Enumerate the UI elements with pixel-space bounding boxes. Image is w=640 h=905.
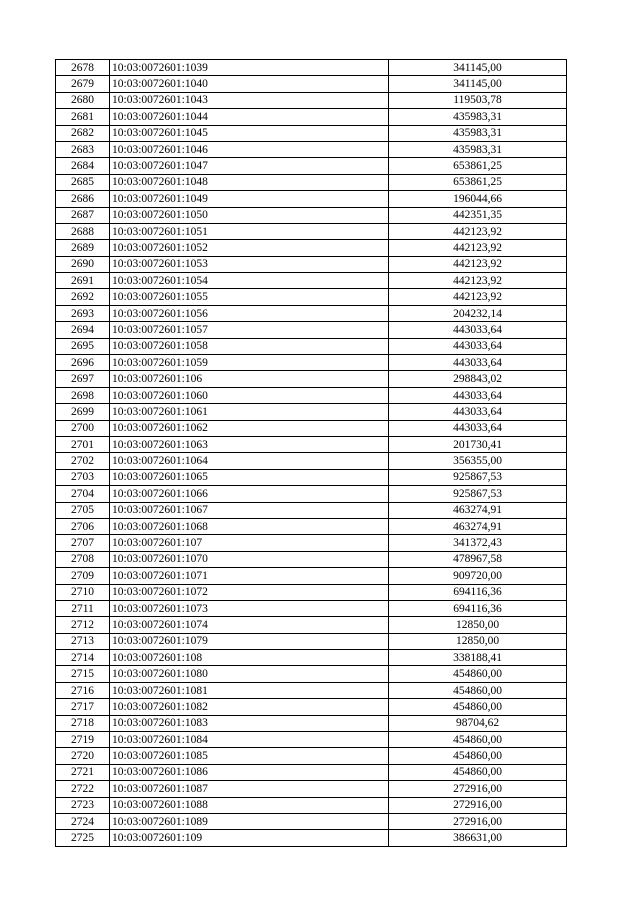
cadastral-number-cell: 10:03:0072601:1062	[110, 420, 389, 436]
cadastral-number-cell: 10:03:0072601:1067	[110, 502, 389, 518]
row-number-cell: 2710	[56, 584, 110, 600]
table-row	[56, 797, 567, 813]
row-number-cell: 2709	[56, 568, 110, 584]
row-number-cell: 2678	[56, 60, 110, 76]
cadastral-value-cell: 694116,36	[389, 584, 567, 600]
cadastral-value-cell: 925867,53	[389, 469, 567, 485]
table-row	[56, 518, 567, 534]
row-number-cell: 2711	[56, 600, 110, 616]
cadastral-value-cell: 443033,64	[389, 387, 567, 403]
table-row	[56, 387, 567, 403]
cadastral-number-cell: 10:03:0072601:1064	[110, 453, 389, 469]
cadastral-value-cell: 454860,00	[389, 748, 567, 764]
table-row	[56, 109, 567, 125]
cadastral-value-cell: 653861,25	[389, 158, 567, 174]
cadastral-number-cell: 10:03:0072601:1089	[110, 813, 389, 829]
cadastral-number-cell: 10:03:0072601:1047	[110, 158, 389, 174]
table-row	[56, 371, 567, 387]
cadastral-value-cell: 454860,00	[389, 764, 567, 780]
table-row	[56, 322, 567, 338]
row-number-cell: 2705	[56, 502, 110, 518]
row-number-cell: 2684	[56, 158, 110, 174]
cadastral-value-cell: 435983,31	[389, 125, 567, 141]
row-number-cell: 2696	[56, 355, 110, 371]
cadastral-number-cell: 10:03:0072601:1060	[110, 387, 389, 403]
cadastral-number-cell: 10:03:0072601:1070	[110, 551, 389, 567]
cadastral-number-cell: 10:03:0072601:107	[110, 535, 389, 551]
cadastral-value-cell: 454860,00	[389, 682, 567, 698]
cadastral-value-cell: 443033,64	[389, 322, 567, 338]
cadastral-value-cell: 454860,00	[389, 732, 567, 748]
cadastral-value-cell: 442123,92	[389, 256, 567, 272]
cadastral-value-cell: 435983,31	[389, 109, 567, 125]
row-number-cell: 2697	[56, 371, 110, 387]
row-number-cell: 2701	[56, 436, 110, 452]
row-number-cell: 2721	[56, 764, 110, 780]
cadastral-value-cell: 443033,64	[389, 404, 567, 420]
table-row	[56, 469, 567, 485]
cadastral-number-cell: 10:03:0072601:1080	[110, 666, 389, 682]
cadastral-value-cell: 463274,91	[389, 518, 567, 534]
row-number-cell: 2687	[56, 207, 110, 223]
cadastral-value-table	[55, 59, 567, 847]
cadastral-number-cell: 10:03:0072601:1040	[110, 76, 389, 92]
row-number-cell: 2712	[56, 617, 110, 633]
row-number-cell: 2703	[56, 469, 110, 485]
table-row	[56, 732, 567, 748]
table-row	[56, 486, 567, 502]
row-number-cell: 2706	[56, 518, 110, 534]
cadastral-number-cell: 10:03:0072601:108	[110, 650, 389, 666]
row-number-cell: 2725	[56, 830, 110, 846]
cadastral-value-cell: 653861,25	[389, 174, 567, 190]
cadastral-number-cell: 10:03:0072601:1068	[110, 518, 389, 534]
row-number-cell: 2686	[56, 191, 110, 207]
cadastral-number-cell: 10:03:0072601:109	[110, 830, 389, 846]
cadastral-number-cell: 10:03:0072601:1088	[110, 797, 389, 813]
row-number-cell: 2718	[56, 715, 110, 731]
table-row	[56, 60, 567, 76]
table-row	[56, 830, 567, 846]
row-number-cell: 2724	[56, 813, 110, 829]
cadastral-value-cell: 386631,00	[389, 830, 567, 846]
table-row	[56, 584, 567, 600]
table-row	[56, 240, 567, 256]
row-number-cell: 2690	[56, 256, 110, 272]
cadastral-number-cell: 10:03:0072601:1059	[110, 355, 389, 371]
table-row	[56, 568, 567, 584]
table-row	[56, 125, 567, 141]
table-row	[56, 813, 567, 829]
table-row	[56, 338, 567, 354]
cadastral-number-cell: 10:03:0072601:1073	[110, 600, 389, 616]
row-number-cell: 2681	[56, 109, 110, 125]
cadastral-value-cell: 272916,00	[389, 813, 567, 829]
cadastral-value-cell: 442123,92	[389, 289, 567, 305]
row-number-cell: 2689	[56, 240, 110, 256]
cadastral-value-cell: 442123,92	[389, 223, 567, 239]
table-row	[56, 617, 567, 633]
row-number-cell: 2685	[56, 174, 110, 190]
table-row	[56, 273, 567, 289]
row-number-cell: 2679	[56, 76, 110, 92]
cadastral-value-cell: 341145,00	[389, 76, 567, 92]
row-number-cell: 2713	[56, 633, 110, 649]
row-number-cell: 2719	[56, 732, 110, 748]
cadastral-value-cell: 338188,41	[389, 650, 567, 666]
row-number-cell: 2683	[56, 141, 110, 157]
cadastral-number-cell: 10:03:0072601:1066	[110, 486, 389, 502]
table-row	[56, 223, 567, 239]
cadastral-number-cell: 10:03:0072601:1039	[110, 60, 389, 76]
cadastral-number-cell: 10:03:0072601:1082	[110, 699, 389, 715]
table-row	[56, 256, 567, 272]
cadastral-number-cell: 10:03:0072601:1084	[110, 732, 389, 748]
cadastral-value-cell: 694116,36	[389, 600, 567, 616]
table-body	[56, 60, 567, 847]
cadastral-value-cell: 454860,00	[389, 666, 567, 682]
cadastral-number-cell: 10:03:0072601:1048	[110, 174, 389, 190]
cadastral-number-cell: 10:03:0072601:1087	[110, 781, 389, 797]
cadastral-number-cell: 10:03:0072601:1045	[110, 125, 389, 141]
cadastral-number-cell: 10:03:0072601:1058	[110, 338, 389, 354]
table-row	[56, 502, 567, 518]
cadastral-number-cell: 10:03:0072601:1072	[110, 584, 389, 600]
cadastral-value-cell: 443033,64	[389, 355, 567, 371]
cadastral-number-cell: 10:03:0072601:1065	[110, 469, 389, 485]
table-row	[56, 76, 567, 92]
row-number-cell: 2695	[56, 338, 110, 354]
row-number-cell: 2691	[56, 273, 110, 289]
row-number-cell: 2704	[56, 486, 110, 502]
cadastral-number-cell: 10:03:0072601:1055	[110, 289, 389, 305]
row-number-cell: 2708	[56, 551, 110, 567]
cadastral-number-cell: 10:03:0072601:1054	[110, 273, 389, 289]
table-row	[56, 682, 567, 698]
cadastral-number-cell: 10:03:0072601:1061	[110, 404, 389, 420]
table-row	[56, 715, 567, 731]
cadastral-value-cell: 98704,62	[389, 715, 567, 731]
table-row	[56, 453, 567, 469]
table-row	[56, 699, 567, 715]
cadastral-number-cell: 10:03:0072601:1086	[110, 764, 389, 780]
table-row	[56, 633, 567, 649]
row-number-cell: 2722	[56, 781, 110, 797]
cadastral-number-cell: 10:03:0072601:1063	[110, 436, 389, 452]
cadastral-number-cell: 10:03:0072601:1052	[110, 240, 389, 256]
row-number-cell: 2692	[56, 289, 110, 305]
row-number-cell: 2682	[56, 125, 110, 141]
cadastral-number-cell: 10:03:0072601:1057	[110, 322, 389, 338]
cadastral-number-cell: 10:03:0072601:1071	[110, 568, 389, 584]
row-number-cell: 2707	[56, 535, 110, 551]
cadastral-value-cell: 196044,66	[389, 191, 567, 207]
cadastral-number-cell: 10:03:0072601:1074	[110, 617, 389, 633]
cadastral-number-cell: 10:03:0072601:1085	[110, 748, 389, 764]
table-row	[56, 355, 567, 371]
row-number-cell: 2700	[56, 420, 110, 436]
table-row	[56, 191, 567, 207]
cadastral-value-cell: 909720,00	[389, 568, 567, 584]
cadastral-value-cell: 298843,02	[389, 371, 567, 387]
table-row	[56, 551, 567, 567]
cadastral-value-cell: 356355,00	[389, 453, 567, 469]
table-row	[56, 289, 567, 305]
cadastral-value-cell: 341145,00	[389, 60, 567, 76]
cadastral-value-cell: 12850,00	[389, 617, 567, 633]
row-number-cell: 2715	[56, 666, 110, 682]
table-row	[56, 535, 567, 551]
cadastral-number-cell: 10:03:0072601:1046	[110, 141, 389, 157]
cadastral-number-cell: 10:03:0072601:1079	[110, 633, 389, 649]
cadastral-number-cell: 10:03:0072601:1053	[110, 256, 389, 272]
table-row	[56, 158, 567, 174]
cadastral-number-cell: 10:03:0072601:1083	[110, 715, 389, 731]
row-number-cell: 2702	[56, 453, 110, 469]
table-row	[56, 207, 567, 223]
cadastral-number-cell: 10:03:0072601:1049	[110, 191, 389, 207]
cadastral-number-cell: 10:03:0072601:106	[110, 371, 389, 387]
table-row	[56, 600, 567, 616]
cadastral-value-cell: 442123,92	[389, 273, 567, 289]
row-number-cell: 2694	[56, 322, 110, 338]
row-number-cell: 2688	[56, 223, 110, 239]
row-number-cell: 2699	[56, 404, 110, 420]
table-row	[56, 764, 567, 780]
cadastral-value-cell: 341372,43	[389, 535, 567, 551]
table-row	[56, 436, 567, 452]
table-row	[56, 650, 567, 666]
row-number-cell: 2716	[56, 682, 110, 698]
row-number-cell: 2714	[56, 650, 110, 666]
table-row	[56, 666, 567, 682]
table-row	[56, 141, 567, 157]
table-row	[56, 92, 567, 108]
cadastral-value-cell: 463274,91	[389, 502, 567, 518]
cadastral-value-cell: 442123,92	[389, 240, 567, 256]
cadastral-value-cell: 435983,31	[389, 141, 567, 157]
cadastral-value-cell: 454860,00	[389, 699, 567, 715]
cadastral-value-cell: 12850,00	[389, 633, 567, 649]
table-row	[56, 404, 567, 420]
row-number-cell: 2720	[56, 748, 110, 764]
cadastral-value-cell: 272916,00	[389, 797, 567, 813]
cadastral-number-cell: 10:03:0072601:1044	[110, 109, 389, 125]
cadastral-value-cell: 119503,78	[389, 92, 567, 108]
row-number-cell: 2680	[56, 92, 110, 108]
cadastral-number-cell: 10:03:0072601:1050	[110, 207, 389, 223]
row-number-cell: 2698	[56, 387, 110, 403]
cadastral-value-cell: 443033,64	[389, 420, 567, 436]
table-row	[56, 174, 567, 190]
row-number-cell: 2723	[56, 797, 110, 813]
cadastral-value-cell: 443033,64	[389, 338, 567, 354]
cadastral-value-cell: 925867,53	[389, 486, 567, 502]
cadastral-value-cell: 201730,41	[389, 436, 567, 452]
table-row	[56, 420, 567, 436]
table-row	[56, 305, 567, 321]
cadastral-value-cell: 272916,00	[389, 781, 567, 797]
row-number-cell: 2693	[56, 305, 110, 321]
cadastral-number-cell: 10:03:0072601:1051	[110, 223, 389, 239]
cadastral-number-cell: 10:03:0072601:1081	[110, 682, 389, 698]
cadastral-value-cell: 478967,58	[389, 551, 567, 567]
cadastral-number-cell: 10:03:0072601:1056	[110, 305, 389, 321]
row-number-cell: 2717	[56, 699, 110, 715]
cadastral-value-cell: 204232,14	[389, 305, 567, 321]
cadastral-value-cell: 442351,35	[389, 207, 567, 223]
table-row	[56, 781, 567, 797]
table-row	[56, 748, 567, 764]
cadastral-number-cell: 10:03:0072601:1043	[110, 92, 389, 108]
